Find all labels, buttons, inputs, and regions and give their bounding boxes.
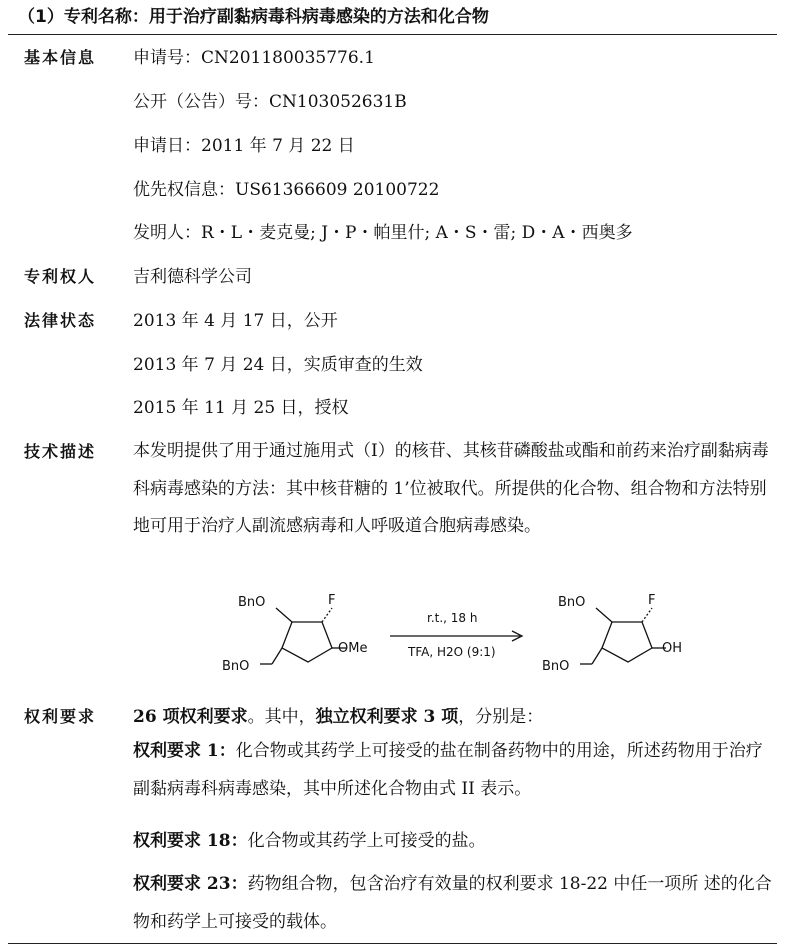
top-rule — [8, 34, 777, 35]
inventors: 发明人：R・L・麦克曼; J・P・帕里什; A・S・雷; D・A・西奥多 — [133, 223, 633, 243]
claims-label: 权利要求 — [24, 707, 97, 726]
pr-hydroxyl: OH — [662, 641, 683, 656]
claim-text: 药物组合物，包含治疗有效量的权利要求 18-22 中任一项所 述的化合物和药学上可接受的载体。 — [133, 874, 772, 932]
patentee-label: 专利权人 — [24, 267, 97, 286]
priority-info: 优先权信息：US61366609 20100722 — [133, 180, 440, 200]
publication-number: 公开（公告）号：CN103052631B — [133, 92, 407, 112]
legal-status-event: 2013 年 7 月 24 日，实质审查的生效 — [133, 355, 423, 375]
sm-bno-top: BnO — [238, 595, 266, 610]
pr-bno-bottom: BnO — [542, 659, 570, 674]
claims-summary-end: ，分别是： — [458, 707, 544, 727]
bottom-rule — [8, 943, 777, 944]
pr-bno-top: BnO — [558, 595, 586, 610]
claim-text: 化合物或其药学上可接受的盐。 — [247, 831, 486, 851]
claim-item — [133, 823, 773, 861]
claims-count: 26 项权利要求 — [133, 707, 248, 727]
condition-bottom: TFA, H2O (9:1) — [408, 645, 496, 659]
application-number: 申请号：CN201180035776.1 — [133, 48, 375, 68]
independent-claims-count: 独立权利要求 3 项 — [315, 707, 459, 727]
sm-methoxy: OMe — [338, 641, 368, 656]
claims-summary — [133, 704, 543, 730]
claim-item — [133, 866, 773, 941]
sm-bno-bottom: BnO — [222, 659, 250, 674]
pr-fluorine: F — [648, 593, 656, 608]
claim-item — [133, 733, 773, 808]
claims-summary-mid: 。其中， — [247, 707, 316, 727]
application-date: 申请日：2011 年 7 月 22 日 — [133, 136, 355, 156]
patentee-value: 吉利德科学公司 — [133, 267, 252, 287]
claim-head: 权利要求 1： — [133, 741, 236, 761]
claim-head: 权利要求 23： — [133, 874, 248, 894]
condition-top: r.t., 18 h — [427, 611, 478, 625]
legal-status-event: 2013 年 4 月 17 日，公开 — [133, 311, 338, 331]
claim-head: 权利要求 18： — [133, 831, 248, 851]
patent-title: （1）专利名称：用于治疗副黏病毒科病毒感染的方法和化合物 — [18, 7, 489, 27]
reaction-scheme — [220, 586, 690, 686]
claim-text: 化合物或其药学上可接受的盐在制备药物中的用途，所述药物用于治疗副黏病毒科病毒感染，其中所述化合物由式 II 表示。 — [133, 741, 763, 799]
legal-status-label: 法律状态 — [24, 311, 97, 330]
legal-status-event: 2015 年 11 月 25 日，授权 — [133, 398, 349, 418]
basic-info-label: 基本信息 — [24, 48, 97, 67]
sm-fluorine: F — [328, 593, 336, 608]
tech-desc-text: 本发明提供了用于通过施用式（I）的核苷、其核苷磷酸盐或酯和前药来治疗副黏病毒科病毒感染的方法：其中核苷糖的 1’位被取代。所提供的化合物、组合物和方法特别地可用于治疗人副流感病毒和人呼吸道合胞病毒感染。 — [133, 441, 769, 536]
tech-desc-label: 技术描述 — [24, 442, 97, 461]
